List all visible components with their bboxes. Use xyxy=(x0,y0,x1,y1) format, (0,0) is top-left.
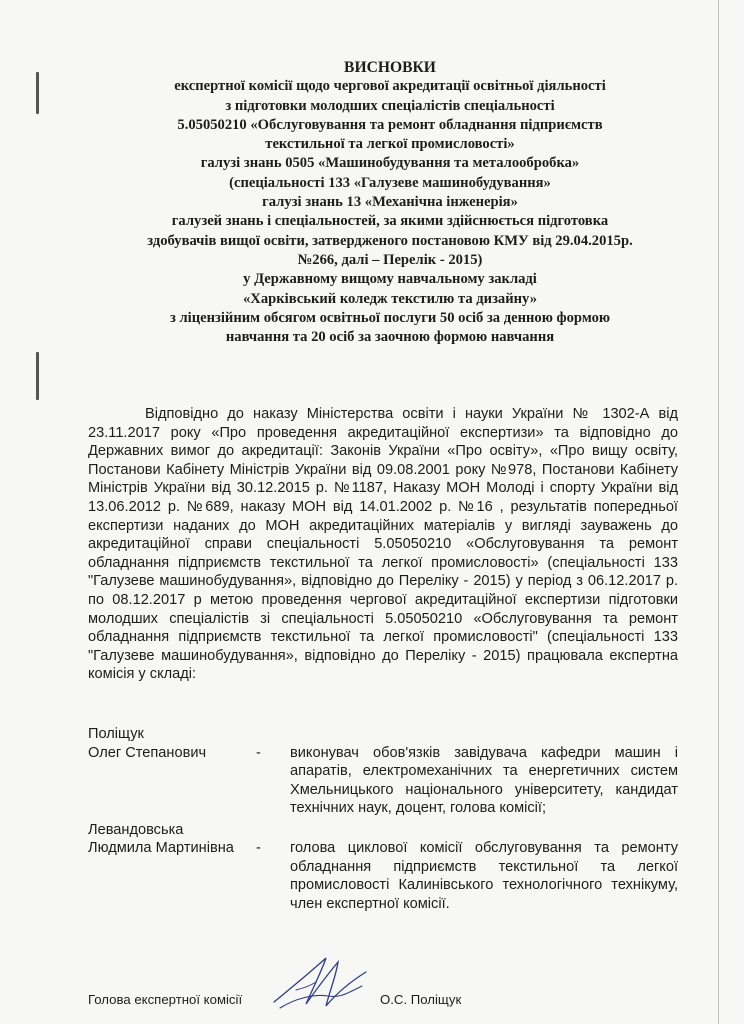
handwritten-signature-icon xyxy=(266,952,376,1014)
heading-line: текстильної та легкої промисловості» xyxy=(265,136,515,153)
heading-line: галузей знань і спеціальностей, за якими здійснюється підготовка xyxy=(171,213,609,230)
member-dash: - xyxy=(256,744,261,761)
heading-line: (спеціальності 133 «Галузеве машинобудування» xyxy=(229,174,551,191)
heading-line: №266, далі – Перелік - 2015) xyxy=(297,251,483,268)
member-role: голова циклової комісії обслуговування та ремонту обладнання підприємств текстильної та легкої промисловості Калинівського технологічного технікуму, член експертної комісії. xyxy=(290,840,678,912)
member-row xyxy=(88,839,678,913)
heading-line: експертної комісії щодо чергової акредитації освітньої діяльності xyxy=(174,78,606,95)
body-text xyxy=(88,405,678,684)
member-first-names: Олег Степанович xyxy=(88,744,207,761)
heading-line: у Державному вищому навчальному закладі xyxy=(243,271,537,288)
signature-name: О.С. Поліщук xyxy=(380,992,462,1007)
member-first-names: Людмила Мартинівна xyxy=(88,840,234,856)
document-heading xyxy=(110,58,670,347)
member-surname: Поліщук xyxy=(88,726,144,742)
commission-members xyxy=(88,725,678,913)
member-entry xyxy=(88,725,678,818)
heading-line: «Харківський коледж текстилю та дизайну» xyxy=(243,290,537,307)
heading-line: 5.05050210 «Обслуговування та ремонт обладнання підприємств xyxy=(177,116,603,133)
body-paragraph: Відповідно до наказу Міністерства освіти і науки України № 1302-А від 23.11.2017 року «Про проведення акредитаційної експертизи» та відповідно до Державних вимог до акредитації: Законів України «Про освіту», «Про вищу освіту, Постанови Кабінету Міністрів України від 09.08.2001 року №978, Постанови Кабінету Міністрів України від 30.12.2015 р. №1187, Наказу МОН Молоді і спорту України від 13.06.2012 р. №689, наказу МОН від 14.01.2002 р. №16 , результатів попередньої експертизи наданих до МОН акредитаційних матеріалів у вигляді зауважень до акредитаційної справи спеціальності 5.05050210 «Обслуговування та ремонт обладнання підприємств текстильної та легкої промисловості» (спеціальності 133 "Галузеве машинобудування», відповідно до Переліку - 2015) у період з 06.12.2017 р. по 08.12.2017 р метою проведення чергової акредитаційної експертизи підготовки молодших спеціалістів зі спеціальності 5.05050210 «Обслуговування та ремонт обладнання підприємств текстильної та легкої промисловості" (спеціальності 133 "Галузеве машинобудування», відповідно до Переліку - 2015) працювала експертна комісія у складі: xyxy=(88,406,678,683)
member-surname: Левандовська xyxy=(88,821,184,838)
heading-line: галузі знань 0505 «Машинобудування та металообробка» xyxy=(200,155,580,172)
page-edge-line xyxy=(718,0,719,1024)
heading-line: галузі знань 13 «Механічна інженерія» xyxy=(262,194,518,211)
member-role: виконувач обов'язків завідувача кафедри машин і апаратів, електромеханічних та енергетичних систем Хмельницького національного університету, кандидат технічних наук, доцент, голова комісії; xyxy=(290,744,678,816)
member-entry xyxy=(88,821,678,914)
heading-title: ВИСНОВКИ xyxy=(344,59,436,76)
heading-line: здобувачів вищої освіти, затвердженого постановою КМУ від 29.04.2015р. xyxy=(147,232,633,249)
member-dash: - xyxy=(256,840,261,856)
margin-binding-mark-middle xyxy=(36,352,39,400)
margin-binding-mark-top xyxy=(36,72,39,114)
heading-line: з ліцензійним обсягом освітньої послуги 50 осіб за денною формою xyxy=(169,309,611,326)
heading-line: з підготовки молодших спеціалістів спеціальності xyxy=(225,97,555,114)
member-row xyxy=(88,744,678,818)
signature-block xyxy=(88,990,678,1012)
heading-line: навчання та 20 осіб за заочною формою навчання xyxy=(225,329,555,346)
signature-label: Голова експертної комісії xyxy=(88,992,243,1007)
